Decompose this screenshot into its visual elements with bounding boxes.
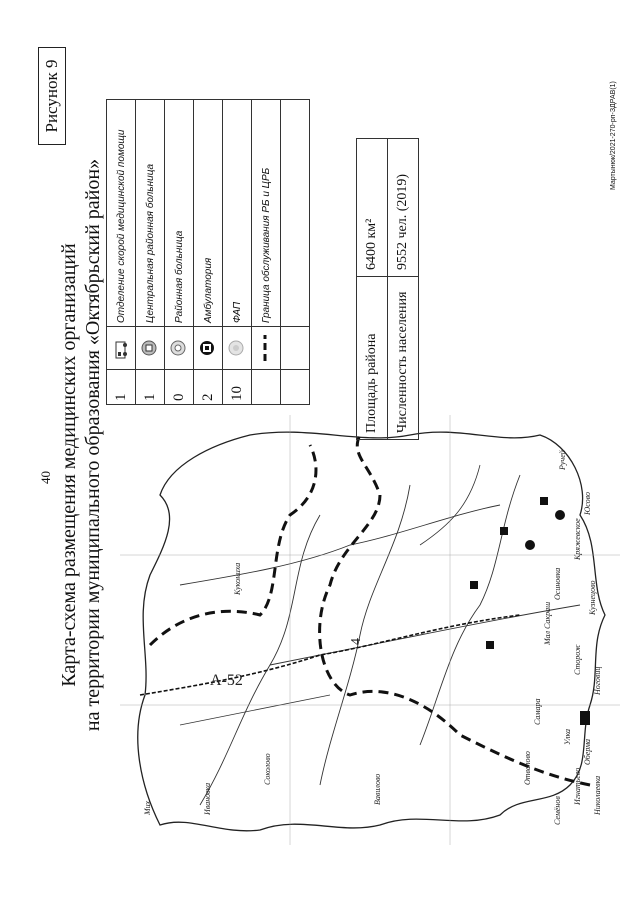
fap-icon	[228, 339, 244, 357]
central-hospital-icon	[141, 339, 157, 357]
population-label: Численность населения	[388, 277, 419, 440]
figure-label: Рисунок 9	[38, 47, 66, 145]
footer-code: Мартынюк/2021-270-рп-ЗДРАВ(1)	[610, 81, 617, 190]
legend-count: 1	[107, 370, 136, 405]
ambulance-icon	[113, 337, 127, 359]
map-label-road: А-52	[210, 672, 243, 689]
svg-text:Отвалово: Отвалово	[523, 751, 532, 785]
legend-row	[107, 100, 136, 405]
title-line-2: на территории муниципального образования «Октябрьский район»	[82, 158, 104, 732]
legend-count: 0	[165, 370, 194, 405]
legend-row	[281, 100, 310, 405]
svg-text:Осиновка: Осиновка	[553, 567, 562, 600]
legend-table	[106, 99, 310, 405]
svg-text:Николаевка: Николаевка	[593, 775, 602, 815]
legend-label: Граница обслуживания РБ и ЦРБ	[252, 100, 281, 327]
svg-text:Ивановка: Ивановка	[203, 782, 212, 815]
title-line-1: Карта-схема размещения медицинских организаций	[58, 243, 80, 687]
boundary-line-icon	[261, 334, 269, 362]
legend-row	[223, 100, 252, 405]
legend-count: 2	[194, 370, 223, 405]
svg-text:Мих: Мих	[143, 800, 152, 815]
legend-count: 1	[136, 370, 165, 405]
svg-text:Улка: Улка	[563, 728, 572, 745]
svg-text:Кузнецово: Кузнецово	[588, 580, 597, 615]
legend-count	[281, 370, 310, 405]
svg-text:Семёнов: Семёнов	[553, 796, 562, 825]
legend-label: Районная больница	[165, 100, 194, 327]
legend-count: 10	[223, 370, 252, 405]
svg-text:Ручей: Ручей	[558, 450, 567, 470]
district-hospital-icon	[170, 339, 186, 357]
legend-label: ФАП	[223, 100, 252, 327]
svg-text:Кряжевское: Кряжевское	[573, 518, 582, 560]
legend-label	[281, 100, 310, 327]
ambulatory-icon	[199, 339, 215, 357]
page-number: 40	[38, 471, 53, 484]
svg-text:Оберма: Оберма	[583, 738, 592, 765]
place-labels	[143, 450, 602, 825]
legend-row	[194, 100, 223, 405]
area-label: Площадь района	[357, 277, 388, 440]
population-value: 9552 чел. (2019)	[388, 139, 419, 277]
legend-count	[252, 370, 281, 405]
svg-text:Мал Сакраш: Мал Сакраш	[543, 601, 552, 645]
settlement-markers	[470, 497, 590, 725]
svg-text:Самара: Самара	[533, 698, 542, 725]
svg-text:Юсово: Юсово	[583, 492, 592, 515]
legend-label: Отделение скорой медицинской помощи	[107, 100, 136, 327]
svg-text:Сторож: Сторож	[573, 644, 582, 675]
district-map	[120, 415, 620, 845]
stats-table	[356, 138, 419, 440]
legend-label: Амбулатория	[194, 100, 223, 327]
legend-row	[136, 100, 165, 405]
svg-text:Вавилово: Вавилово	[373, 773, 382, 805]
svg-text:Ноговиц: Ноговиц	[593, 666, 602, 695]
svg-text:Кукомиха: Кукомиха	[233, 562, 242, 595]
svg-text:Игнатьево: Игнатьево	[573, 767, 582, 805]
svg-text:Соколово: Соколово	[263, 753, 272, 785]
legend-label: Центральная районная больница	[136, 100, 165, 327]
area-value: 6400 км²	[357, 139, 388, 277]
legend-row	[252, 100, 281, 405]
legend-row	[165, 100, 194, 405]
district-outline	[138, 432, 605, 831]
map-label-zone: 4	[349, 638, 364, 645]
